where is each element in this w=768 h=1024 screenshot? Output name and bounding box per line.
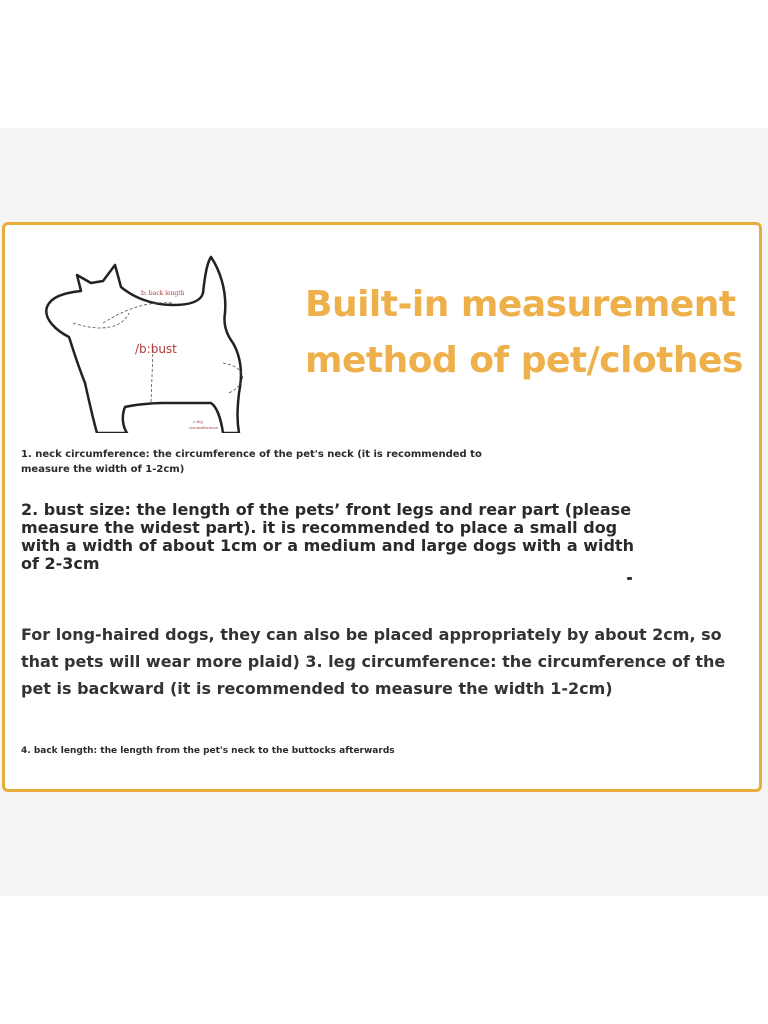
neck-circumference-text: 1. neck circumference: the circumference of the pet's neck (it is recommended to measure the width of 1-2cm) — [21, 449, 482, 475]
page-title — [305, 277, 755, 389]
long-haired-dogs-text: For long-haired dogs, they can also be placed appropriately by about 2cm, so that pets will wear more plaid) 3. leg circumference: the circumference of the pet is backward (it is recommended to measure the width 1-2cm) — [21, 625, 726, 698]
bust-label: /b:bust — [135, 342, 177, 356]
back-length-text: 4. back length: the length from the pet's neck to the buttocks afterwards — [21, 746, 395, 756]
bust-measure-line — [73, 313, 129, 328]
title-line-2: method of pet/clothes — [305, 340, 743, 381]
stray-mark — [627, 577, 632, 580]
leg-label-line2: circumference — [189, 425, 219, 430]
bust-size-text: 2. bust size: the length of the pets’ front legs and rear part (please measure the widest part). it is recommended to place a small dog with a width of about 1cm or a medium and large dogs with a width of 2-3cm — [21, 500, 634, 573]
image-sheet — [0, 128, 768, 896]
measurement-card — [2, 222, 762, 792]
leg-label-line1: c:leg — [193, 419, 203, 424]
title-line-1: Built-in measurement — [305, 284, 736, 325]
back-length-label: b: back length — [141, 290, 185, 297]
back-measure-line — [151, 349, 153, 403]
neck-measure-line — [103, 303, 173, 323]
dog-diagram — [33, 253, 273, 433]
